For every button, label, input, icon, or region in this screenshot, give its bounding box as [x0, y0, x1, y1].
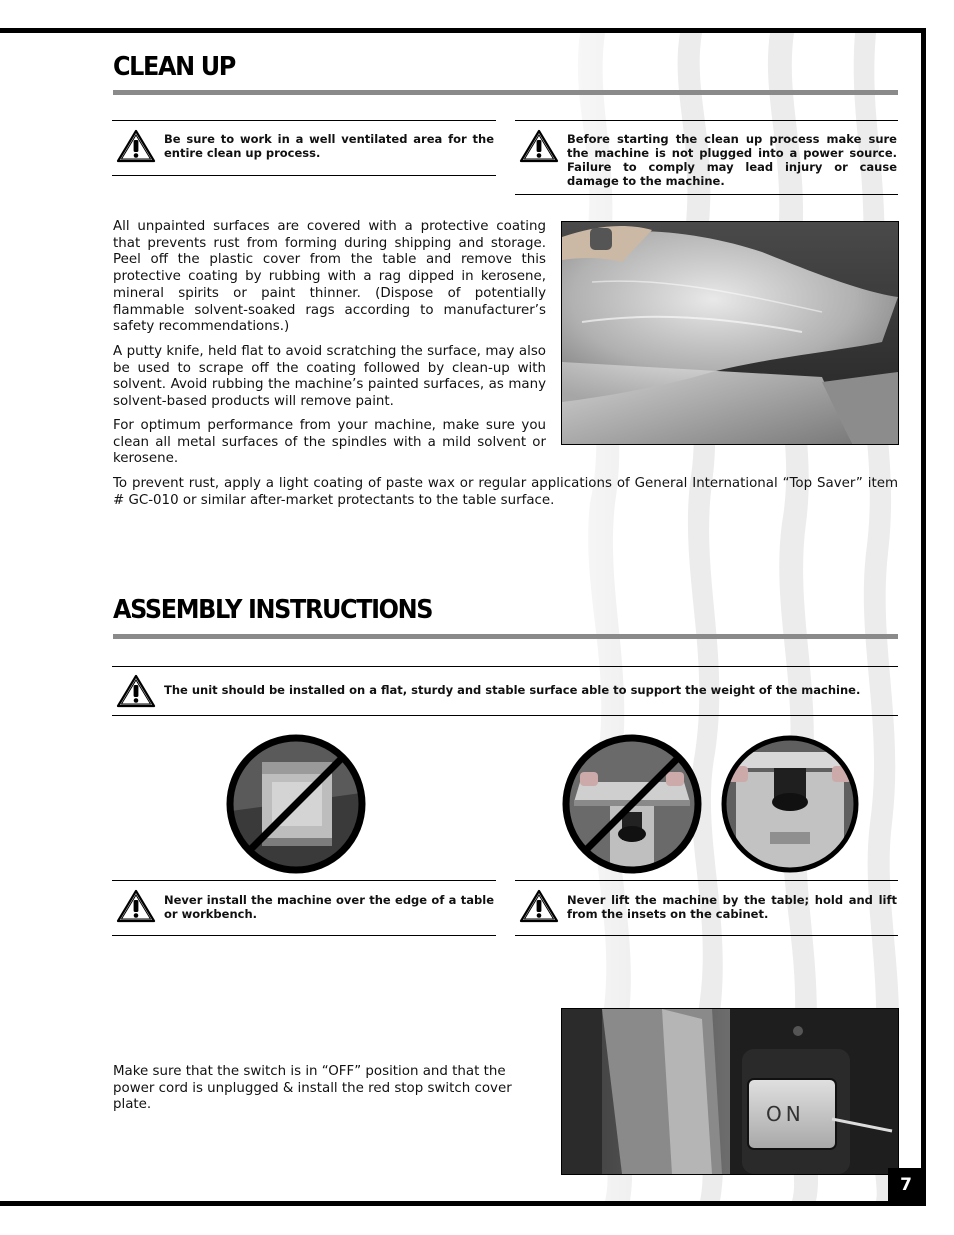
switch-on-label: ON: [766, 1102, 805, 1126]
warning-text: The unit should be installed on a flat, sturdy and stable surface able to support the weight of the machine.: [164, 683, 861, 697]
warning-text: Be sure to work in a well ventilated area for the entire clean up process.: [164, 132, 494, 160]
page-frame-right: [921, 28, 926, 1206]
page-number: 7: [888, 1168, 924, 1202]
prohibited-lift-by-table-image: [560, 732, 704, 876]
warning-text: Before starting the clean up process make sure the machine is not plugged into a power source. Failure to comply may lead injury or cause damage to the machine.: [567, 132, 897, 188]
section-rule: [113, 634, 898, 639]
paragraph-prevent-rust: To prevent rust, apply a light coating of paste wax or regular applications of General International “Top Saver” item # GC-010 or similar after-market protectants to the table surface.: [113, 476, 898, 508]
warning-box-stable-surface: [112, 666, 898, 716]
paragraph-switch-instruction: Make sure that the switch is in “OFF” position and that the power cord is unplugged & install the red stop switch cover plate.: [113, 1064, 512, 1113]
paragraph-protective-coating: All unpainted surfaces are covered with a protective coating that prevents rust from forming during shipping and storage. Peel off the plastic cover from the table and remove this protective coating by rubbing with a rag dipped in kerosene, mineral spirits or paint thinner. (Dispose of potentially flammable solvent-soaked rags according to manufacturer’s safety recommendations.): [113, 219, 546, 335]
warning-triangle-icon: [519, 129, 559, 163]
section-title-assembly: ASSEMBLY INSTRUCTIONS: [113, 595, 433, 625]
paragraph-optimum-performance: For optimum performance from your machine, make sure you clean all metal surfaces of the spindles with a mild solvent or kerosene.: [113, 418, 546, 467]
warning-box-lifting: [515, 880, 898, 936]
photo-stop-switch: [561, 1008, 899, 1175]
warning-triangle-icon: [116, 129, 156, 163]
section-rule: [113, 90, 898, 95]
paragraph-putty-knife: A putty knife, held flat to avoid scratching the surface, may also be used to scrape off the coating followed by clean-up with solvent. Avoid rubbing the machine’s painted surfaces, as many solvent-based products will remove paint.: [113, 344, 546, 410]
warning-text: Never install the machine over the edge of a table or workbench.: [164, 893, 494, 921]
warning-box-table-edge: [112, 880, 496, 936]
warning-triangle-icon: [116, 889, 156, 923]
warning-triangle-icon: [116, 674, 156, 708]
warning-box-power-source: [515, 120, 898, 195]
warning-triangle-icon: [519, 889, 559, 923]
section-title-clean-up: CLEAN UP: [113, 52, 235, 82]
warning-text: Never lift the machine by the table; hold and lift from the insets on the cabinet.: [567, 893, 897, 921]
warning-box-ventilation: [112, 120, 496, 176]
prohibited-edge-of-table-image: [224, 732, 368, 876]
correct-lift-by-cabinet-image: [718, 732, 862, 876]
page-frame-bottom: [0, 1201, 926, 1206]
photo-peeling-plastic-cover: [561, 221, 899, 445]
